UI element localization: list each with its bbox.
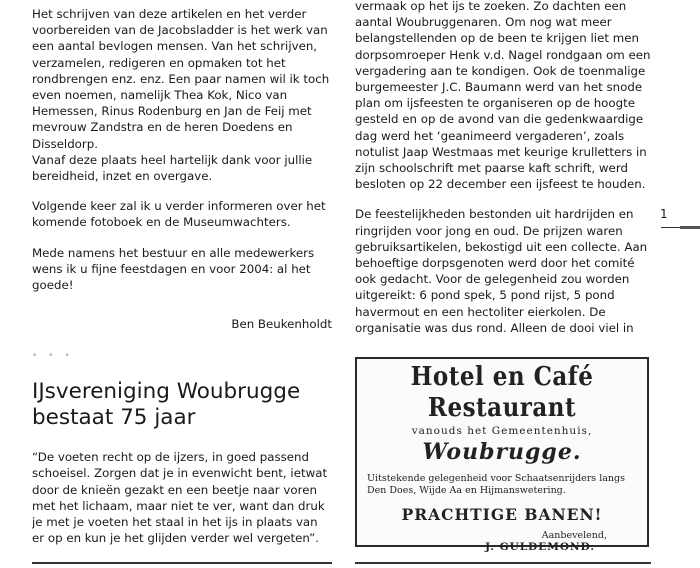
right-column xyxy=(355,0,653,336)
article-intro-quote: “De voeten recht op de ijzers, in goed passend schoeisel. Zorgen dat je in evenwicht bent, ietwat door de knieën gezakt en een beetje naar voren met het lichaam, maar niet te ver, want dan druk je met je voeten het staal in het ijs in plaats van er op en kun je het glijden verder wel vergeten”. xyxy=(32,450,328,546)
right-bottom-rule xyxy=(355,562,651,564)
thanks-paragraph: Het schrijven van deze artikelen en het verder voorbereiden van de Jacobsladder is het werk van een aantal bevlogen mensen. Van het schrijven, verzamelen, redigeren en opmaken tot het rondbrengen enz. enz. Een paar namen wil ik toch even noemen, namelijk Thea Kok, Nico van Hemessen, Rinus Rodenburg en Jan de Feij met mevrouw Zandstra en de heren Doedens en Disseldorp. xyxy=(32,7,330,151)
season-greetings-paragraph: Mede namens het bestuur en alle medewerkers wens ik u fijne feestdagen en voor 2004: al het goede! xyxy=(32,245,315,293)
page-marker-tab xyxy=(680,226,700,229)
ad-subtitle: vanouds het Gemeentenhuis, xyxy=(411,425,593,437)
ad-town: Woubrugge. xyxy=(422,439,582,465)
historic-advertisement xyxy=(355,357,649,553)
left-column xyxy=(32,0,332,546)
page-number: 1 xyxy=(660,207,668,221)
ad-body: Uitstekende gelegenheid voor Schaatsenrijders langs Den Does, Wijde Aa en Hijmanswetering. xyxy=(367,473,625,496)
left-bottom-rule xyxy=(32,562,332,564)
article-heading: IJsvereniging Woubrugge bestaat 75 jaar xyxy=(32,379,301,431)
section-separator: • • • xyxy=(32,351,74,362)
ad-title: Hotel en Café Restaurant xyxy=(410,360,594,424)
ad-slogan: PRACHTIGE BANEN! xyxy=(401,505,603,524)
ad-recommend: Aanbevelend, xyxy=(541,530,607,541)
article-paragraph-1: vermaak op het ijs te zoeken. Zo dachten een aantal Woubruggenaren. Om nog wat meer belangstellenden op de been te krijgen liet men dorpsomroeper Henk v.d. Nagel rondgaan om een vergadering aan te kondigen. Ook de toenmalige burgemeester J.C. Baumann werd van het snode plan om ijsfeesten te organiseren op de hoogte gesteld en op de avond van die gedenkwaardige dag werd het ‘geanimeerd vergaderen’, zoals notulist Jaap Westmaas met keurige krulletters in zijn schoolschrift met paarse kaft schrift, werd besloten op 22 december een ijsfeest te houden. xyxy=(355,0,651,192)
signature: Ben Beukenholdt xyxy=(231,317,332,332)
article-paragraph-2: De feestelijkheden bestonden uit hardrijden en ringrijden voor jong en oud. De prijzen waren gebruiksartikelen, bekostigd uit een collecte. Aan behoeftige dorpsgenoten werd door het comité ook gedacht. Voor de gelegenheid zou worden uitgereikt: 6 pond spek, 5 pond rijst, 5 pond havermout en een hectoliter eierkolen. De organisatie was dus rond. Alleen de dooi viel in xyxy=(355,207,648,335)
thanks-paragraph-2: Vanaf deze plaats heel hartelijk dank voor jullie bereidheid, inzet en overgave. xyxy=(32,152,313,184)
ad-owner: J. GULDEMOND. xyxy=(485,541,595,553)
next-time-paragraph: Volgende keer zal ik u verder informeren over het komende fotoboek en de Museumwachters. xyxy=(32,199,326,230)
